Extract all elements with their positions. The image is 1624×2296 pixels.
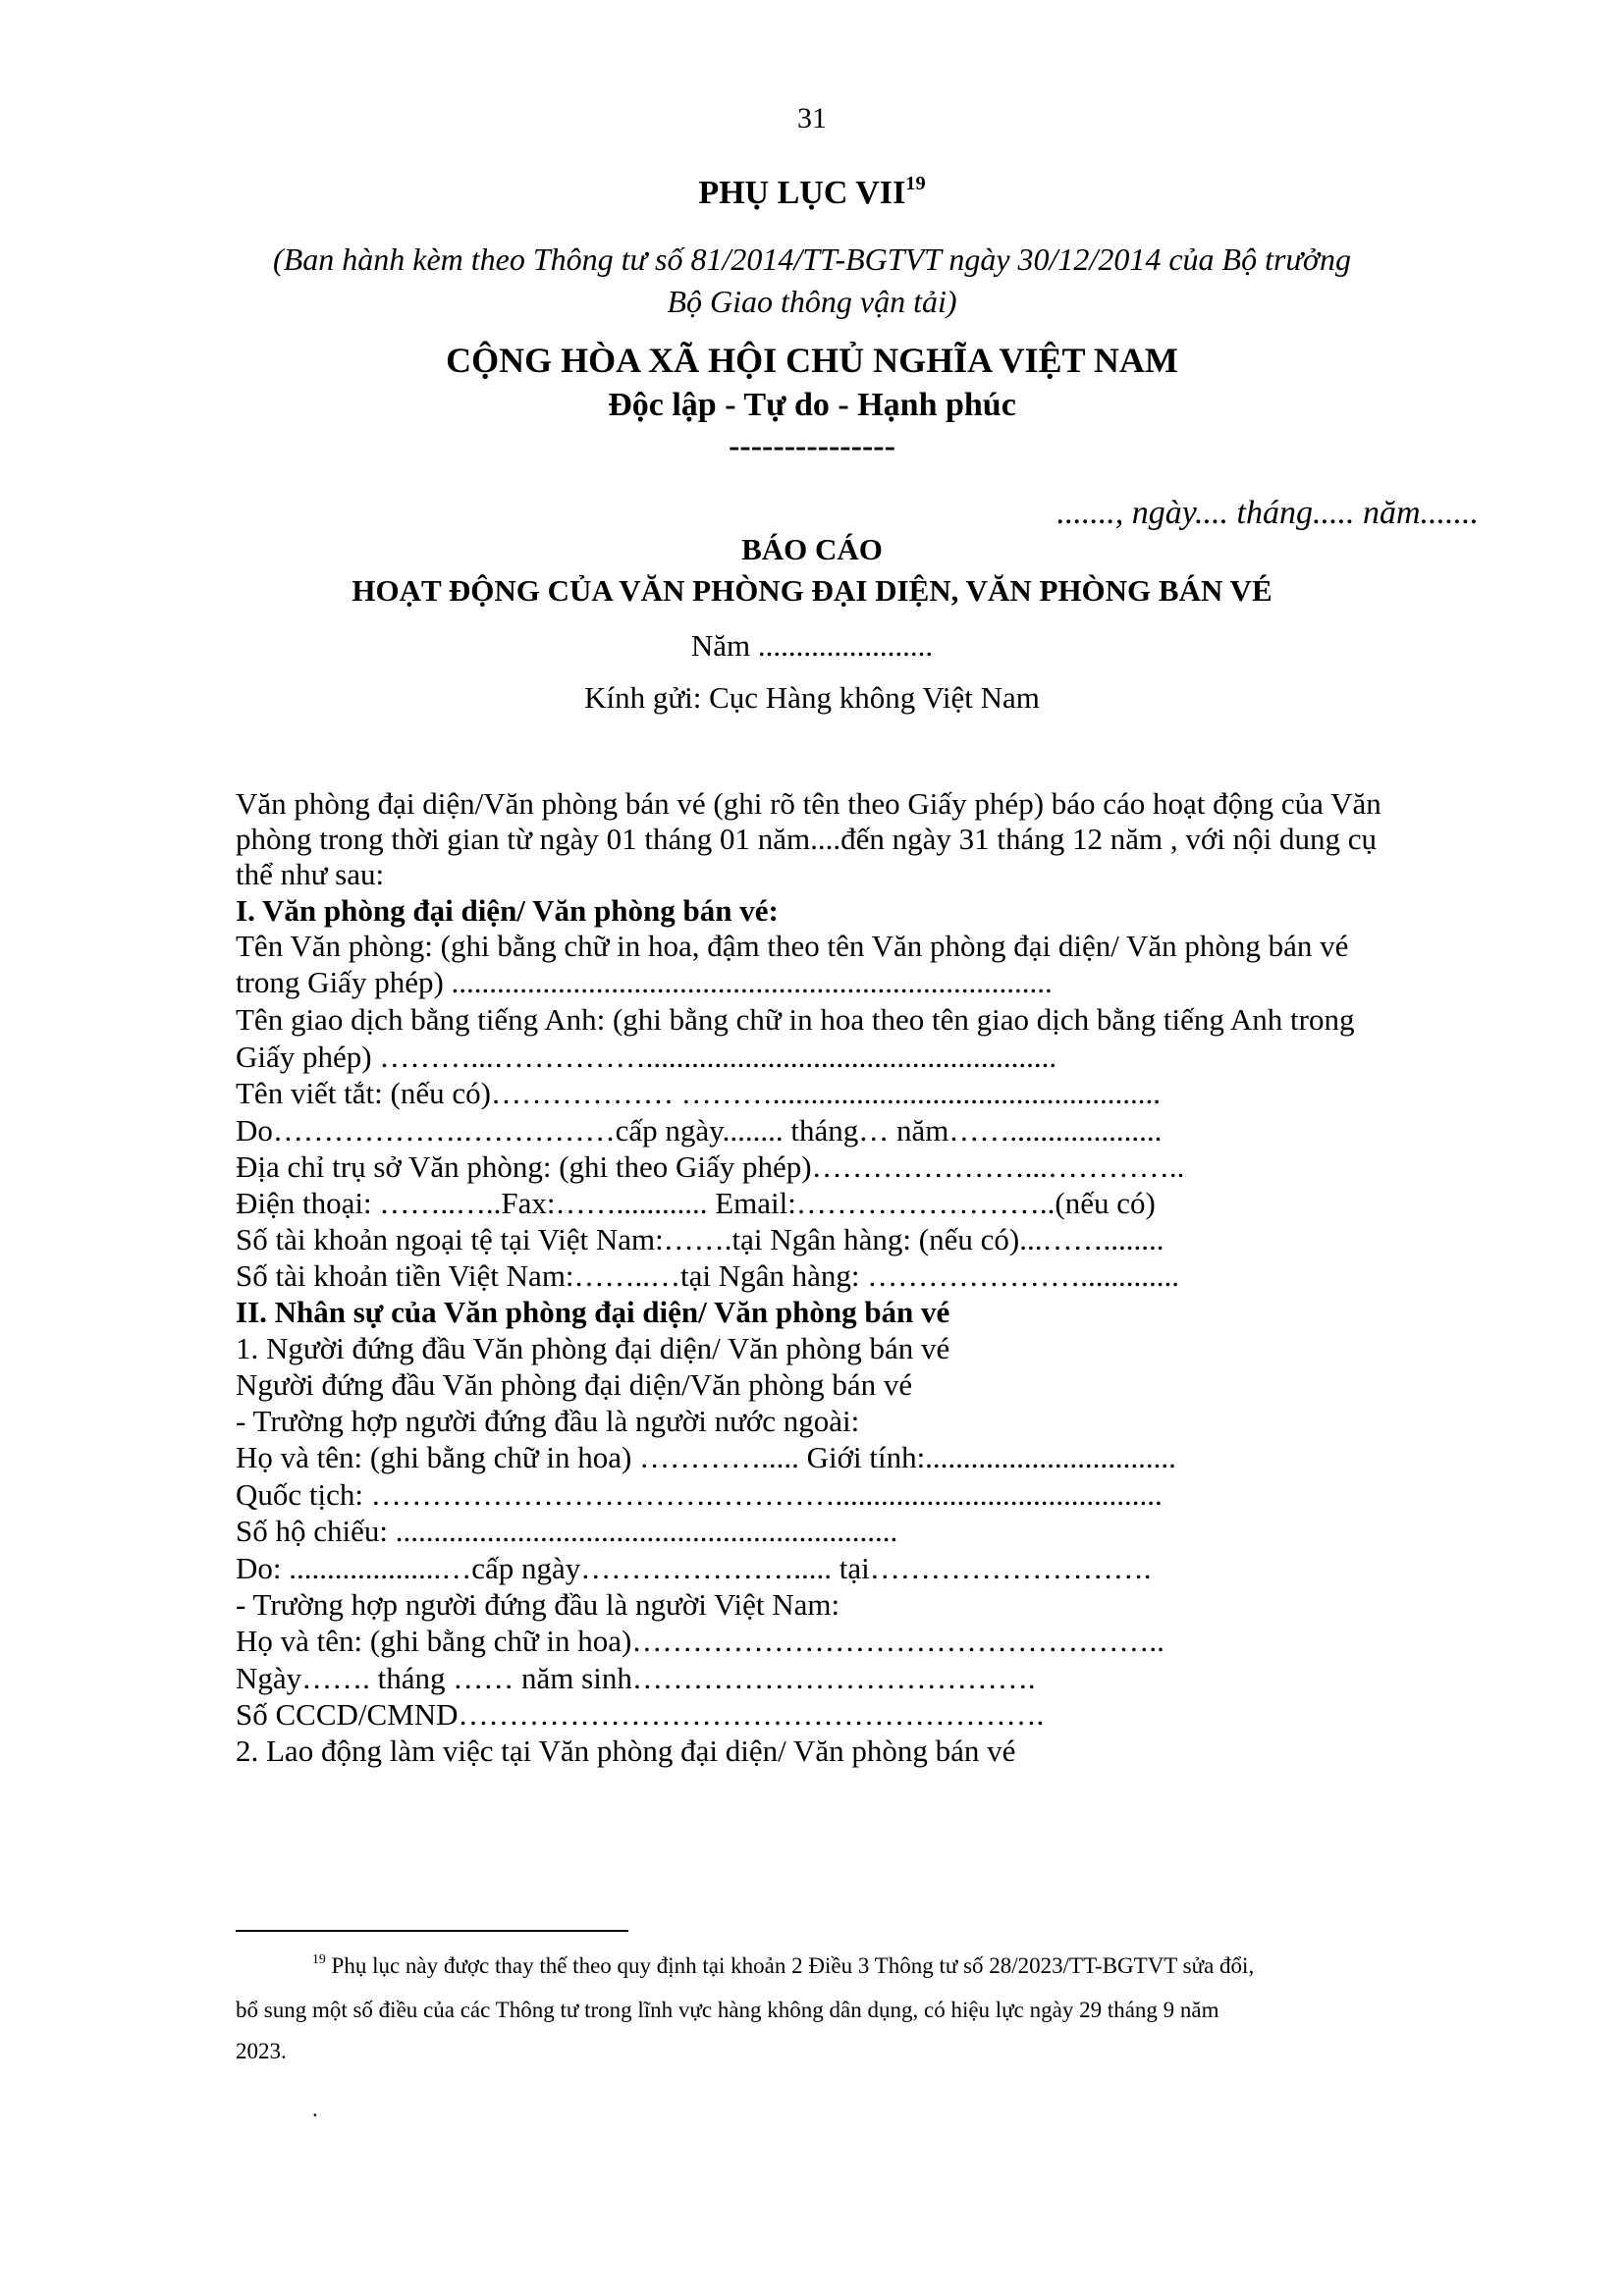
country-name: CỘNG HÒA XÃ HỘI CHỦ NGHĨA VIỆT NAM <box>446 341 1178 380</box>
page-number: 31 <box>797 102 827 134</box>
english-name-line-2: Giấy phép) ………...……………...................................................... <box>236 1040 1057 1074</box>
header-separator: --------------- <box>729 428 895 464</box>
intro-line-3: thể như sau: <box>236 857 385 891</box>
footnote-trailing-mark: . <box>312 2097 318 2121</box>
nationality-field: Quốc tịch: …………………………….…………........................................... <box>236 1477 1163 1512</box>
birth-date-field: Ngày……. tháng …… năm sinh…………………………………. <box>236 1661 1036 1695</box>
footnote-line-3: 2023. <box>236 2039 287 2063</box>
report-addressee: Kính gửi: Cục Hàng không Việt Nam <box>584 680 1040 715</box>
footnote-line-1-text: Phụ lục này được thay thế theo quy định tại khoản 2 Điều 3 Thông tư số 28/2023/TT-BGTVT sửa đổi, <box>331 1953 1255 1978</box>
issued-note-line-2: Bộ Giao thông vận tải) <box>667 284 957 319</box>
foreign-account-field: Số tài khoản ngoại tệ tại Việt Nam:…….tại Ngân hàng: (nếu có)...……........ <box>236 1222 1164 1256</box>
section-1-heading: I. Văn phòng đại diện/ Văn phòng bán vé: <box>236 893 779 928</box>
report-year: Năm ....................... <box>690 628 934 663</box>
vnd-account-field: Số tài khoản tiền Việt Nam:……..…tại Ngân hàng: …………………............. <box>236 1258 1180 1293</box>
appendix-title <box>0 172 1624 212</box>
appendix-title-text: PHỤ LỤC VII <box>698 175 906 211</box>
report-subtitle: HOẠT ĐỘNG CỦA VĂN PHÒNG ĐẠI DIỆN, VĂN PHÒNG BÁN VÉ <box>352 573 1272 608</box>
foreign-case-label: - Trường hợp người đứng đầu là người nước ngoài: <box>236 1404 860 1438</box>
office-address-field: Địa chỉ trụ sở Văn phòng: (ghi theo Giấy phép)…………………...………….. <box>236 1149 1185 1184</box>
section-2-heading: II. Nhân sự của Văn phòng đại diện/ Văn phòng bán vé <box>236 1295 950 1329</box>
foreign-name-field: Họ và tên: (ghi bằng chữ in hoa) …………..... Giới tính:................................. <box>236 1440 1176 1474</box>
item-1-heading: 1. Người đứng đầu Văn phòng đại diện/ Văn phòng bán vé <box>236 1331 950 1365</box>
head-of-office-label: Người đứng đầu Văn phòng đại diện/Văn phòng bán vé <box>236 1367 913 1402</box>
vn-name-field: Họ và tên: (ghi bằng chữ in hoa)…………………………………………….. <box>236 1624 1164 1658</box>
national-motto: Độc lập - Tự do - Hạnh phúc <box>608 387 1016 423</box>
office-name-line-2: trong Giấy phép) ............................................................................... <box>236 965 1053 999</box>
report-title: BÁO CÁO <box>741 532 883 566</box>
contact-fields: Điện thoại: ……..…..Fax:……............ Email:……………………..(nếu có) <box>236 1186 1156 1220</box>
footnote-line-2: bổ sung một số điều của các Thông tư trong lĩnh vực hàng không dân dụng, có hiệu lực ngày 29 tháng 9 năm <box>236 1998 1219 2022</box>
vietnamese-case-label: - Trường hợp người đứng đầu là người Việt Nam: <box>236 1587 840 1622</box>
footnote-ref: 19 <box>312 1950 326 1966</box>
date-line: ......., ngày.... tháng..... năm....... <box>1056 495 1479 531</box>
intro-line-1: Văn phòng đại diện/Văn phòng bán vé (ghi rõ tên theo Giấy phép) báo cáo hoạt động của Văn <box>236 786 1381 821</box>
office-name-line-1: Tên Văn phòng: (ghi bằng chữ in hoa, đậm theo tên Văn phòng đại diện/ Văn phòng bán vé <box>236 929 1349 963</box>
abbreviation-field: Tên viết tắt: (nếu có)……………… ………................................................... <box>236 1076 1161 1110</box>
footnote-divider <box>236 1930 628 1932</box>
appendix-footnote-ref: 19 <box>905 172 926 194</box>
passport-issue-field: Do: ....................…cấp ngày…………………..... tại………………………. <box>236 1551 1152 1585</box>
footnote-line-1 <box>312 1950 1255 1979</box>
english-name-line-1: Tên giao dịch bằng tiếng Anh: (ghi bằng chữ in hoa theo tên giao dịch bằng tiếng Anh trong <box>236 1002 1355 1037</box>
item-2-heading: 2. Lao động làm việc tại Văn phòng đại diện/ Văn phòng bán vé <box>236 1734 1016 1768</box>
intro-line-2: phòng trong thời gian từ ngày 01 tháng 01 năm....đến ngày 31 tháng 12 năm , với nội dung cụ <box>236 822 1377 856</box>
issued-by-field: Do……………….……………cấp ngày........ tháng… năm…….................... <box>236 1113 1163 1148</box>
passport-field: Số hộ chiếu: .................................................................. <box>236 1514 898 1548</box>
issued-note-line-1: (Ban hành kèm theo Thông tư số 81/2014/TT-BGTVT ngày 30/12/2014 của Bộ trưởng <box>273 241 1351 277</box>
id-number-field: Số CCCD/CMND…………………………………………………. <box>236 1697 1045 1732</box>
